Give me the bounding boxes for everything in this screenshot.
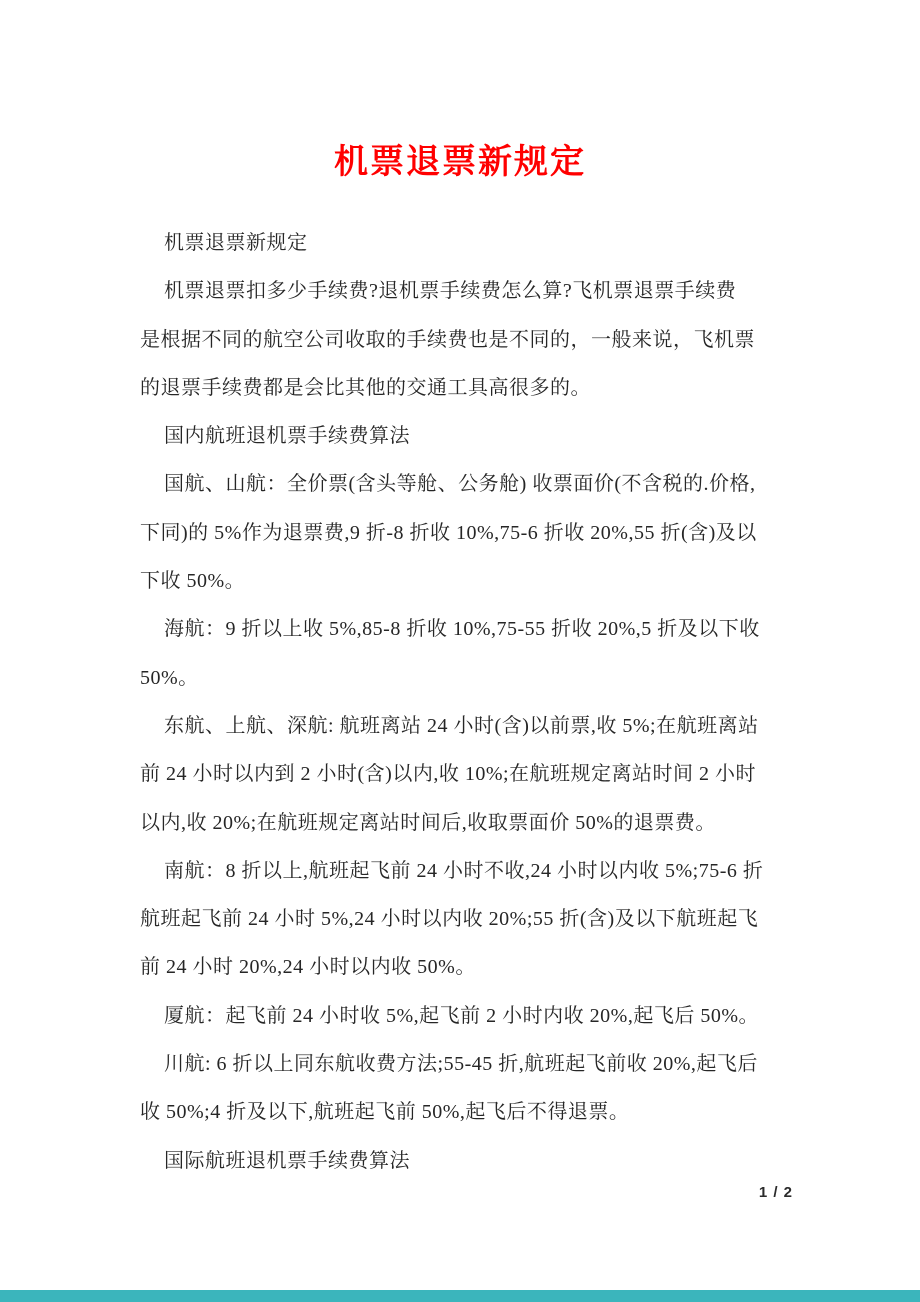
text-line: 国际航班退机票手续费算法 bbox=[164, 1149, 410, 1172]
text-line: 国内航班退机票手续费算法 bbox=[164, 425, 410, 448]
text-line: 海航：9 折以上收 5%,85-8 折收 10%,75-55 折收 20%,5 折及以下收 bbox=[164, 618, 760, 641]
text-line: 机票退票新规定 bbox=[164, 232, 308, 254]
text-line: 收 50%;4 折及以下,航班起飞前 50%,起飞后不得退票。 bbox=[140, 1101, 630, 1124]
document-body bbox=[140, 219, 810, 1185]
text-line: 以内,收 20%;在航班规定离站时间后,收取票面价 50%的退票费。 bbox=[140, 811, 716, 834]
text-line: 厦航：起飞前 24 小时收 5%,起飞前 2 小时内收 20%,起飞后 50%。 bbox=[164, 1004, 759, 1027]
text-line: 国航、山航：全价票(含头等舱、公务舱) 收票面价(不含税的.价格, bbox=[164, 473, 756, 496]
text-line: 前 24 小时以内到 2 小时(含)以内,收 10%;在航班规定离站时间 2 小时 bbox=[140, 763, 757, 786]
text-line: 下同)的 5%作为退票费,9 折-8 折收 10%,75-6 折收 20%,55 折(含)及以 bbox=[140, 521, 757, 544]
page-bottom-bar bbox=[0, 1290, 920, 1302]
page-number: 1 / 2 bbox=[758, 1184, 793, 1201]
text-line: 的退票手续费都是会比其他的交通工具高很多的。 bbox=[140, 376, 591, 399]
text-line: 航班起飞前 24 小时 5%,24 小时以内收 20%;55 折(含)及以下航班起飞 bbox=[140, 908, 759, 931]
text-line: 机票退票扣多少手续费?退机票手续费怎么算?飞机票退票手续费 bbox=[164, 280, 737, 303]
text-line: 50%。 bbox=[140, 666, 199, 689]
text-line: 东航、上航、深航: 航班离站 24 小时(含)以前票,收 5%;在航班离站 bbox=[164, 714, 759, 737]
document-title: 机票退票新规定 bbox=[334, 144, 586, 181]
text-line: 川航: 6 折以上同东航收费方法;55-45 折,航班起飞前收 20%,起飞后 bbox=[164, 1053, 758, 1076]
text-line: 是根据不同的航空公司收取的手续费也是不同的，一般来说，飞机票 bbox=[140, 328, 755, 351]
text-line: 南航：8 折以上,航班起飞前 24 小时不收,24 小时以内收 5%;75-6 折 bbox=[164, 859, 764, 882]
text-line: 前 24 小时 20%,24 小时以内收 50%。 bbox=[140, 956, 476, 979]
text-line: 下收 50%。 bbox=[140, 570, 246, 593]
